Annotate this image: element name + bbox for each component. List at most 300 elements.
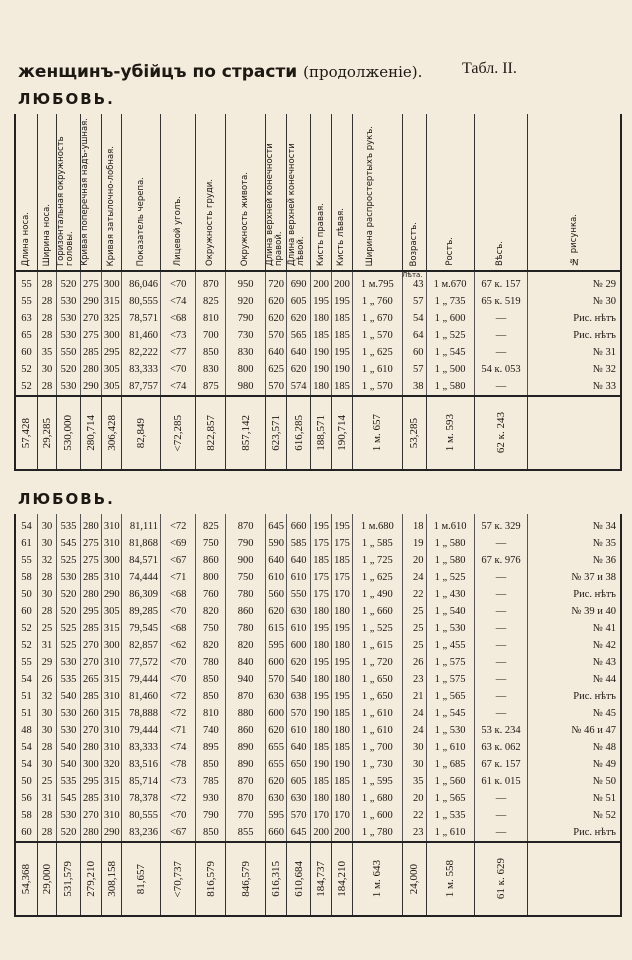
table-cell: 67 к. 976 bbox=[474, 552, 528, 569]
column-header-label: Окружность живота. bbox=[240, 171, 251, 266]
table-cell: № 41 bbox=[592, 623, 616, 634]
table-cell: 1 м.670 bbox=[426, 271, 474, 293]
table-cell: 80,555 bbox=[122, 293, 161, 310]
table-cell: 300 bbox=[80, 756, 101, 773]
table-cell: 190 bbox=[332, 361, 352, 378]
table-cell: 535 bbox=[57, 514, 81, 535]
column-header-label: Вѣсъ. bbox=[495, 241, 506, 266]
table-cell: 700 bbox=[196, 327, 226, 344]
table-cell: 195 bbox=[310, 654, 331, 671]
table-cell: — bbox=[474, 824, 528, 842]
column-header-label: Ростъ. bbox=[444, 237, 455, 266]
table-cell: № 35 bbox=[592, 538, 616, 549]
table-cell: 620 bbox=[265, 293, 286, 310]
table-cell: 285 bbox=[80, 688, 101, 705]
table-cell: 1 „ 575 bbox=[426, 671, 474, 688]
table-cell: 31 bbox=[37, 790, 56, 807]
table-cell: 195 bbox=[310, 293, 331, 310]
table-cell: 83,333 bbox=[122, 739, 161, 756]
table-row bbox=[16, 293, 620, 310]
table-cell: 520 bbox=[57, 603, 81, 620]
table-cell: 730 bbox=[226, 327, 266, 344]
column-header bbox=[16, 114, 37, 271]
summary-value: 610,684 bbox=[292, 861, 305, 897]
table-cell: 23 bbox=[402, 671, 426, 688]
table-cell: 800 bbox=[226, 361, 266, 378]
table-cell: № 32 bbox=[592, 364, 616, 375]
table-cell: 21 bbox=[402, 688, 426, 705]
table-cell: 54 bbox=[16, 756, 37, 773]
table-cell: 1 „ 540 bbox=[426, 603, 474, 620]
table-cell: 1 „ 680 bbox=[352, 790, 402, 807]
summary-cell bbox=[196, 842, 226, 916]
table-row bbox=[16, 535, 620, 552]
table-cell: 81,111 bbox=[122, 514, 161, 535]
summary-cell bbox=[402, 396, 426, 470]
table-cell: 190 bbox=[310, 756, 331, 773]
summary-cell bbox=[332, 842, 352, 916]
table-cell: 280 bbox=[80, 361, 101, 378]
table-cell: — bbox=[474, 327, 528, 344]
table-cell: — bbox=[474, 807, 528, 824]
table-cell: 645 bbox=[287, 824, 311, 842]
table-cell: 750 bbox=[196, 535, 226, 552]
table-cell: 530 bbox=[57, 722, 81, 739]
summary-cell bbox=[37, 396, 56, 470]
table-cell: № 31 bbox=[592, 347, 616, 358]
table-cell: 22 bbox=[402, 807, 426, 824]
summary-cell bbox=[332, 396, 352, 470]
table-cell: 1 м.795 bbox=[352, 271, 402, 293]
table-cell: 825 bbox=[196, 293, 226, 310]
summary-value: 188,571 bbox=[315, 415, 328, 451]
column-header-label: Показатель черепа. bbox=[135, 176, 146, 266]
table-cell: 1 „ 735 bbox=[426, 293, 474, 310]
table-cell: 1 „ 625 bbox=[352, 569, 402, 586]
table-cell: 200 bbox=[310, 824, 331, 842]
summary-value: <72,285 bbox=[172, 414, 185, 452]
table-cell: 660 bbox=[287, 514, 311, 535]
table-cell: 300 bbox=[102, 552, 122, 569]
column-header bbox=[102, 114, 122, 271]
table-cell: <70 bbox=[161, 807, 196, 824]
table-cell: 25 bbox=[402, 620, 426, 637]
table-cell: 30 bbox=[402, 739, 426, 756]
table-cell: 82,222 bbox=[122, 344, 161, 361]
table-cell: 520 bbox=[57, 824, 81, 842]
summary-cell bbox=[287, 842, 311, 916]
table-cell: 1 „ 565 bbox=[426, 688, 474, 705]
table-cell: 180 bbox=[332, 671, 352, 688]
table-cell: 65 bbox=[16, 327, 37, 344]
table-cell: 850 bbox=[196, 688, 226, 705]
table-cell: 28 bbox=[37, 739, 56, 756]
table-cell: 61 bbox=[16, 535, 37, 552]
summary-value: 616,285 bbox=[292, 415, 305, 451]
table-cell: 26 bbox=[37, 671, 56, 688]
table-cell: 270 bbox=[80, 654, 101, 671]
table-cell: 78,888 bbox=[122, 705, 161, 722]
table-cell: 185 bbox=[310, 552, 331, 569]
table-cell: 195 bbox=[310, 620, 331, 637]
table-cell: 1 „ 660 bbox=[352, 603, 402, 620]
column-header bbox=[332, 114, 352, 271]
table-cell: 60 bbox=[16, 603, 37, 620]
table-body-1 bbox=[16, 271, 620, 396]
table-cell: 180 bbox=[310, 310, 331, 327]
table-cell: 28 bbox=[37, 271, 56, 293]
summary-value: 308,158 bbox=[105, 861, 118, 897]
table-cell: 195 bbox=[310, 514, 331, 535]
table-cell: 295 bbox=[80, 603, 101, 620]
table-cell: — bbox=[474, 535, 528, 552]
table-cell: 610 bbox=[287, 569, 311, 586]
table-cell: 290 bbox=[80, 378, 101, 396]
table-cell: 25 bbox=[37, 773, 56, 790]
table-cell: <70 bbox=[161, 271, 196, 293]
table-cell: 43 bbox=[402, 271, 426, 293]
table-cell: 850 bbox=[196, 344, 226, 361]
summary-cell bbox=[16, 842, 37, 916]
table-cell: 790 bbox=[226, 535, 266, 552]
table-cell: 880 bbox=[226, 705, 266, 722]
table-cell: — bbox=[474, 603, 528, 620]
table-cell: 530 bbox=[57, 654, 81, 671]
summary-cell bbox=[57, 842, 81, 916]
table-row bbox=[16, 378, 620, 396]
table-cell: 740 bbox=[196, 722, 226, 739]
table-cell: <69 bbox=[161, 535, 196, 552]
table-cell: 30 bbox=[37, 756, 56, 773]
table-cell: 605 bbox=[287, 773, 311, 790]
table-cell: — bbox=[474, 654, 528, 671]
table-cell: 530 bbox=[57, 807, 81, 824]
table-cell: 79,444 bbox=[122, 671, 161, 688]
summary-value: 822,857 bbox=[204, 415, 217, 451]
table-cell: 54 bbox=[402, 310, 426, 327]
table-cell: <71 bbox=[161, 569, 196, 586]
table-cell: 1 „ 610 bbox=[426, 739, 474, 756]
table-cell: 790 bbox=[196, 807, 226, 824]
table-cell: 535 bbox=[57, 671, 81, 688]
table-cell: 24 bbox=[402, 705, 426, 722]
table-cell: 270 bbox=[80, 807, 101, 824]
column-header-label: Кривая затылочно-лобная. bbox=[106, 145, 117, 266]
table-cell: 58 bbox=[16, 807, 37, 824]
table-row bbox=[16, 361, 620, 378]
summary-value: 54,368 bbox=[20, 863, 33, 895]
summary-value: 1 м. 643 bbox=[371, 860, 384, 898]
table-cell: 86,309 bbox=[122, 586, 161, 603]
table-cell: 180 bbox=[310, 603, 331, 620]
table-cell: 28 bbox=[37, 310, 56, 327]
table-cell: 860 bbox=[226, 603, 266, 620]
table-cell: 1 м.610 bbox=[426, 514, 474, 535]
table-cell: 290 bbox=[102, 586, 122, 603]
table-cell: 1 „ 585 bbox=[352, 535, 402, 552]
table-row bbox=[16, 514, 620, 535]
table-cell: 595 bbox=[265, 807, 286, 824]
table-cell: 64 bbox=[402, 327, 426, 344]
table-cell: 625 bbox=[265, 361, 286, 378]
table-cell: 23 bbox=[402, 824, 426, 842]
table-cell: 55 bbox=[16, 271, 37, 293]
table-cell: 180 bbox=[310, 790, 331, 807]
table-cell: 760 bbox=[196, 586, 226, 603]
table-cell: 55 bbox=[16, 552, 37, 569]
table-cell: 180 bbox=[332, 790, 352, 807]
table-row bbox=[16, 756, 620, 773]
column-header-label: Ширина носа. bbox=[41, 203, 52, 266]
table-row bbox=[16, 310, 620, 327]
table-cell: 570 bbox=[265, 378, 286, 396]
table-cell: № 49 bbox=[592, 759, 616, 770]
table-cell: 83,333 bbox=[122, 361, 161, 378]
column-header bbox=[287, 114, 311, 271]
table-cell: 860 bbox=[196, 552, 226, 569]
table-cell: 305 bbox=[102, 361, 122, 378]
table-cell: 87,757 bbox=[122, 378, 161, 396]
table-cell: 820 bbox=[196, 603, 226, 620]
table-cell: 83,516 bbox=[122, 756, 161, 773]
table-cell: — bbox=[474, 569, 528, 586]
table-cell: 275 bbox=[80, 552, 101, 569]
table-cell: 185 bbox=[332, 327, 352, 344]
table-cell: № 29 bbox=[592, 279, 616, 290]
table-row bbox=[16, 344, 620, 361]
table-cell: 750 bbox=[226, 569, 266, 586]
table-cell: № 48 bbox=[592, 742, 616, 753]
table-cell: 28 bbox=[37, 569, 56, 586]
table-cell: 60 bbox=[402, 344, 426, 361]
table-cell: 1 „ 650 bbox=[352, 671, 402, 688]
table-cell: — bbox=[474, 705, 528, 722]
table-cell: № 33 bbox=[592, 381, 616, 392]
table-cell: 605 bbox=[287, 293, 311, 310]
table-cell: 640 bbox=[287, 739, 311, 756]
table-cell: 57 bbox=[402, 361, 426, 378]
table-cell: 54 bbox=[16, 671, 37, 688]
table-cell: 24 bbox=[402, 569, 426, 586]
summary-value: 57,428 bbox=[20, 417, 33, 449]
table-cell: 620 bbox=[287, 361, 311, 378]
table-cell: 530 bbox=[57, 327, 81, 344]
table-cell: 1 „ 570 bbox=[352, 378, 402, 396]
table-row bbox=[16, 790, 620, 807]
table-cell: Рис. нѣтъ bbox=[573, 313, 616, 324]
summary-cell bbox=[352, 842, 402, 916]
table-row bbox=[16, 327, 620, 344]
summary-cell bbox=[474, 396, 528, 470]
table-cell: 750 bbox=[196, 620, 226, 637]
table-cell: 640 bbox=[265, 552, 286, 569]
table-cell: 51 bbox=[16, 688, 37, 705]
table-cell: 1 „ 625 bbox=[352, 344, 402, 361]
table-cell: <74 bbox=[161, 739, 196, 756]
table-cell: 180 bbox=[310, 671, 331, 688]
table-cell: 810 bbox=[196, 310, 226, 327]
table-cell: 83,236 bbox=[122, 824, 161, 842]
table-cell: 195 bbox=[332, 654, 352, 671]
table-cell: 770 bbox=[226, 807, 266, 824]
table-cell: 50 bbox=[16, 586, 37, 603]
table-cell: 28 bbox=[37, 824, 56, 842]
table-cell: 30 bbox=[37, 535, 56, 552]
summary-value: 280,714 bbox=[84, 415, 97, 451]
table-cell: 200 bbox=[332, 271, 352, 293]
table-cell: <72 bbox=[161, 688, 196, 705]
table-row bbox=[16, 739, 620, 756]
summary-cell bbox=[402, 842, 426, 916]
table-cell: 29 bbox=[37, 654, 56, 671]
table-cell: 620 bbox=[265, 722, 286, 739]
table-cell: 195 bbox=[332, 620, 352, 637]
column-header-label: Длина верхней конечности лѣвой. bbox=[286, 143, 306, 266]
summary-cell bbox=[80, 842, 101, 916]
table-cell: 310 bbox=[102, 569, 122, 586]
table-cell: 1 „ 595 bbox=[352, 773, 402, 790]
summary-value: 29,000 bbox=[41, 863, 54, 895]
table-cell: 310 bbox=[102, 535, 122, 552]
table-cell: 690 bbox=[287, 271, 311, 293]
summary-value: 306,428 bbox=[105, 415, 118, 451]
table-cell: 1 „ 610 bbox=[352, 705, 402, 722]
table-cell: 53 к. 234 bbox=[474, 722, 528, 739]
table-row bbox=[16, 271, 620, 293]
summary-cell bbox=[265, 396, 286, 470]
table-cell: 280 bbox=[80, 586, 101, 603]
table-cell: <71 bbox=[161, 722, 196, 739]
summary-cell bbox=[37, 842, 56, 916]
table-cell: 28 bbox=[37, 603, 56, 620]
table-cell: — bbox=[474, 671, 528, 688]
table-cell: 600 bbox=[287, 637, 311, 654]
table-cell: 54 bbox=[16, 514, 37, 535]
table-cell: <73 bbox=[161, 773, 196, 790]
table-cell: 870 bbox=[226, 514, 266, 535]
table-cell: 67 к. 157 bbox=[474, 756, 528, 773]
table-cell: 655 bbox=[265, 739, 286, 756]
table-cell: 570 bbox=[287, 807, 311, 824]
table-cell: — bbox=[474, 586, 528, 603]
table-cell: 610 bbox=[265, 569, 286, 586]
table-cell: 640 bbox=[287, 552, 311, 569]
table-row bbox=[16, 552, 620, 569]
table-cell: 300 bbox=[102, 637, 122, 654]
table-cell: 30 bbox=[37, 705, 56, 722]
table-cell: 170 bbox=[332, 807, 352, 824]
table-cell: 1 „ 760 bbox=[352, 293, 402, 310]
table-cell: 18 bbox=[402, 514, 426, 535]
table-cell: — bbox=[474, 637, 528, 654]
table-cell: 285 bbox=[80, 790, 101, 807]
table-cell: 195 bbox=[332, 514, 352, 535]
table-cell: 1 „ 575 bbox=[426, 654, 474, 671]
table-cell: 1 „ 720 bbox=[352, 654, 402, 671]
column-header bbox=[57, 114, 81, 271]
table-cell: 1 „ 700 bbox=[352, 739, 402, 756]
table-cell: 195 bbox=[332, 293, 352, 310]
table-cell: 870 bbox=[196, 271, 226, 293]
summary-cell bbox=[196, 396, 226, 470]
table-cell: 295 bbox=[102, 344, 122, 361]
table-cell: 1 „ 565 bbox=[426, 790, 474, 807]
title-main: женщинъ-убійцъ по страсти bbox=[18, 62, 298, 82]
table-cell: 89,285 bbox=[122, 603, 161, 620]
table-row bbox=[16, 807, 620, 824]
summary-value: 61 к. 629 bbox=[494, 858, 507, 900]
table-cell: 180 bbox=[332, 637, 352, 654]
table-cell: 574 bbox=[287, 378, 311, 396]
table-cell: 1 „ 545 bbox=[426, 344, 474, 361]
column-header bbox=[426, 114, 474, 271]
table-cell: 35 bbox=[37, 344, 56, 361]
table-cell: 520 bbox=[57, 271, 81, 293]
table-cell: <73 bbox=[161, 327, 196, 344]
table-cell: 25 bbox=[402, 637, 426, 654]
summary-value: 184,210 bbox=[335, 861, 348, 897]
table-cell: 57 bbox=[402, 293, 426, 310]
table-cell: 25 bbox=[402, 603, 426, 620]
table-cell: 565 bbox=[287, 327, 311, 344]
table-cell: 840 bbox=[226, 654, 266, 671]
table-cell: 81,460 bbox=[122, 688, 161, 705]
table-row bbox=[16, 603, 620, 620]
table-cell: 260 bbox=[80, 705, 101, 722]
table-cell: 545 bbox=[57, 535, 81, 552]
table-cell: 1 „ 600 bbox=[426, 310, 474, 327]
table-cell: Рис. нѣтъ bbox=[573, 589, 616, 600]
table-cell: 890 bbox=[226, 739, 266, 756]
table-cell: № 34 bbox=[592, 521, 616, 532]
table-cell: 850 bbox=[196, 824, 226, 842]
table-cell: Рис. нѣтъ bbox=[573, 827, 616, 838]
table-cell: 645 bbox=[265, 514, 286, 535]
table-cell: 81,460 bbox=[122, 327, 161, 344]
table-cell: 790 bbox=[226, 310, 266, 327]
summary-cell bbox=[426, 396, 474, 470]
table-cell: 290 bbox=[102, 824, 122, 842]
table-cell: 1 „ 685 bbox=[426, 756, 474, 773]
table-cell: 190 bbox=[332, 756, 352, 773]
summary-row-2 bbox=[16, 842, 620, 916]
table-cell: <77 bbox=[161, 344, 196, 361]
header-row bbox=[16, 114, 620, 271]
table-cell: 1 „ 730 bbox=[352, 756, 402, 773]
table-cell: 660 bbox=[265, 824, 286, 842]
table-cell: 82,857 bbox=[122, 637, 161, 654]
table-cell: 1 „ 545 bbox=[426, 705, 474, 722]
table-cell: 300 bbox=[102, 271, 122, 293]
table-cell: 79,444 bbox=[122, 722, 161, 739]
table-cell: 60 bbox=[16, 344, 37, 361]
table-cell: 620 bbox=[287, 310, 311, 327]
summary-cell bbox=[528, 842, 620, 916]
summary-cell bbox=[226, 842, 266, 916]
summary-value: 82,849 bbox=[135, 417, 148, 449]
table-cell: 780 bbox=[226, 586, 266, 603]
table-cell: 310 bbox=[102, 790, 122, 807]
table-cell: 58 bbox=[16, 569, 37, 586]
table-cell: 1 „ 560 bbox=[426, 773, 474, 790]
table-cell: № 52 bbox=[592, 810, 616, 821]
table-cell: 1 „ 525 bbox=[352, 620, 402, 637]
table-row bbox=[16, 688, 620, 705]
table-cell: <68 bbox=[161, 620, 196, 637]
summary-value: 1 м. 558 bbox=[444, 860, 457, 898]
table-cell: 1 „ 525 bbox=[426, 569, 474, 586]
table-cell: 950 bbox=[226, 271, 266, 293]
